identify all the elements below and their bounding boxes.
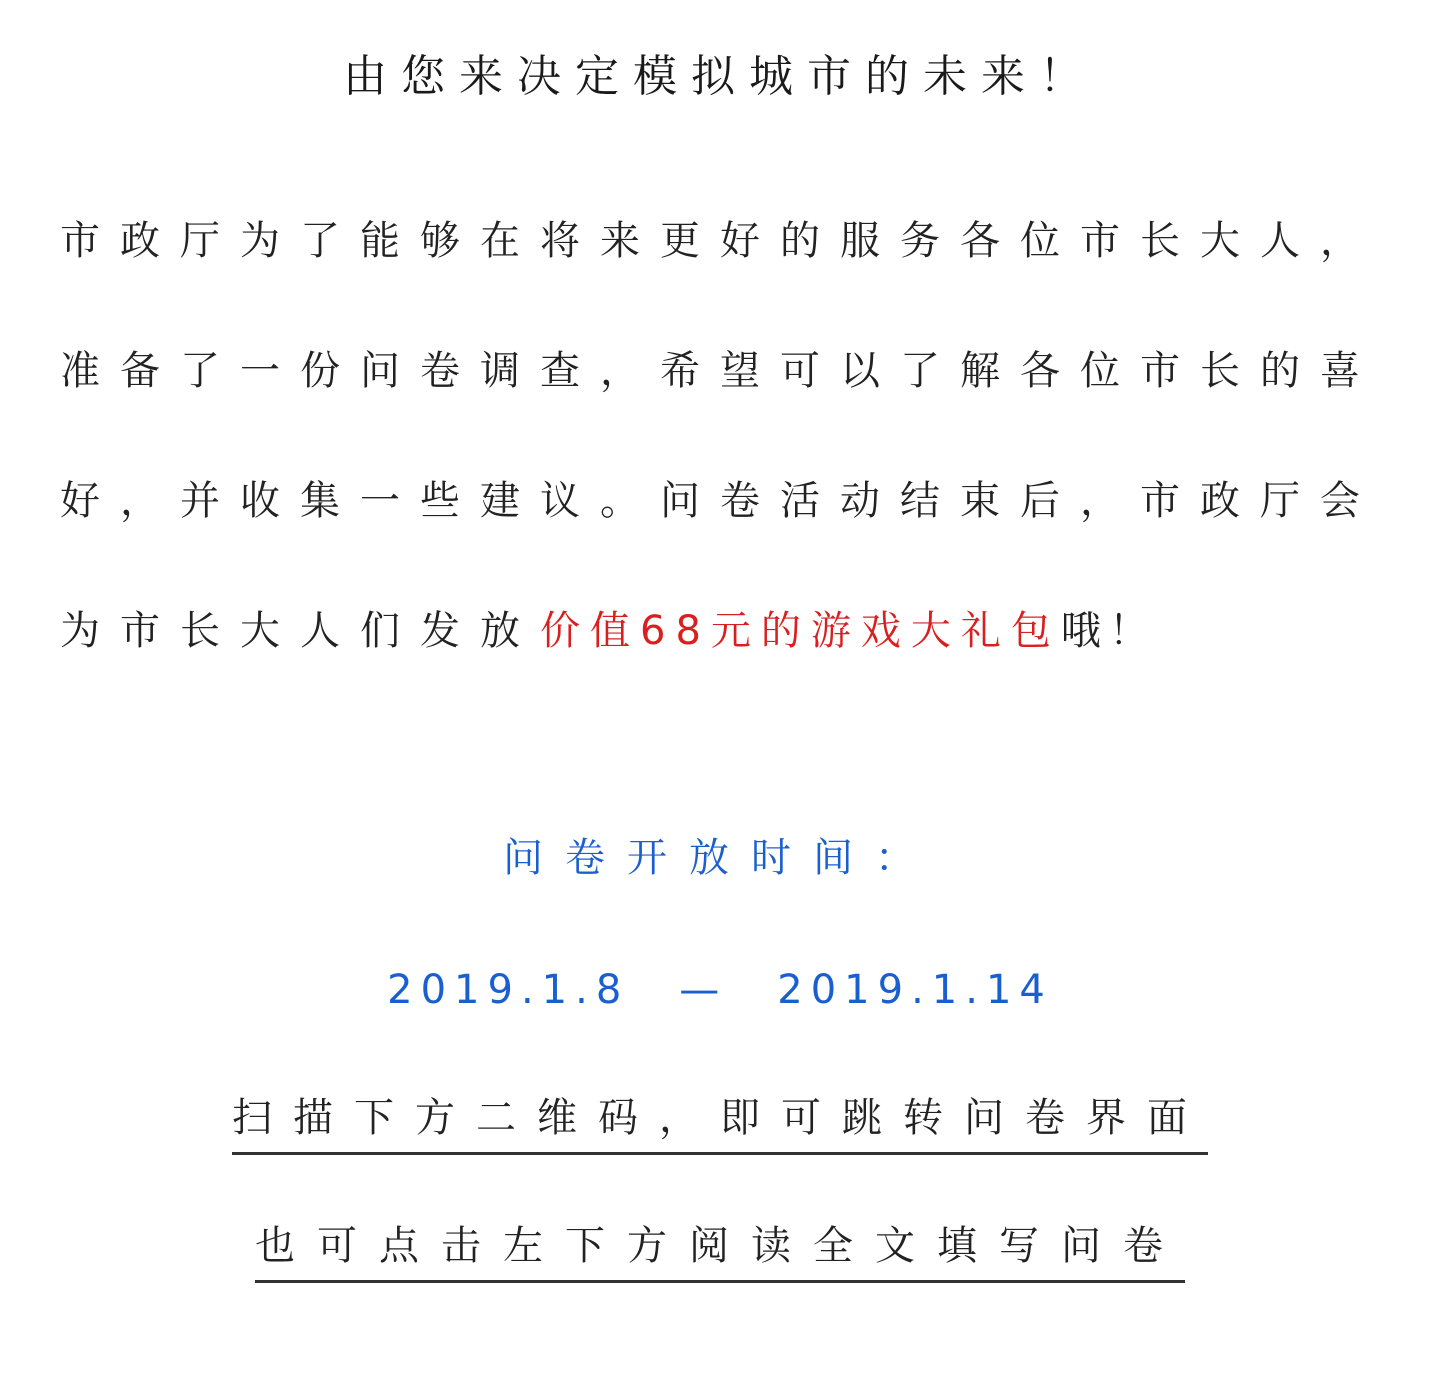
intro-paragraph [60,176,1380,696]
open-time-range [0,958,1440,1022]
end-date: 2019.1.14 [777,967,1053,1013]
date-separator: — [679,967,728,1013]
start-date: 2019.1.8 [387,967,630,1013]
scan-instruction-row [0,1086,1440,1155]
gift-highlight: 价值68元的游戏大礼包 [540,608,1061,654]
page-title: 由您来决定模拟城市的未来！ [343,51,1097,102]
open-time-label: 问卷开放时间： [503,835,937,881]
intro-tail: 哦！ [1060,608,1157,654]
intro-text: 市政厅为了能够在将来更好的服务各位市长大人，准备了一份问卷调查，希望可以了解各位市长的喜好，并收集一些建议。问卷活动结束后，市政厅会为市长大人们发放 [60,218,1380,654]
read-full-instruction-row [0,1214,1440,1283]
scan-qr-link[interactable]: 扫描下方二维码，即可跳转问卷界面 [232,1086,1208,1155]
read-full-link[interactable]: 也可点击左下方阅读全文填写问卷 [255,1214,1185,1283]
